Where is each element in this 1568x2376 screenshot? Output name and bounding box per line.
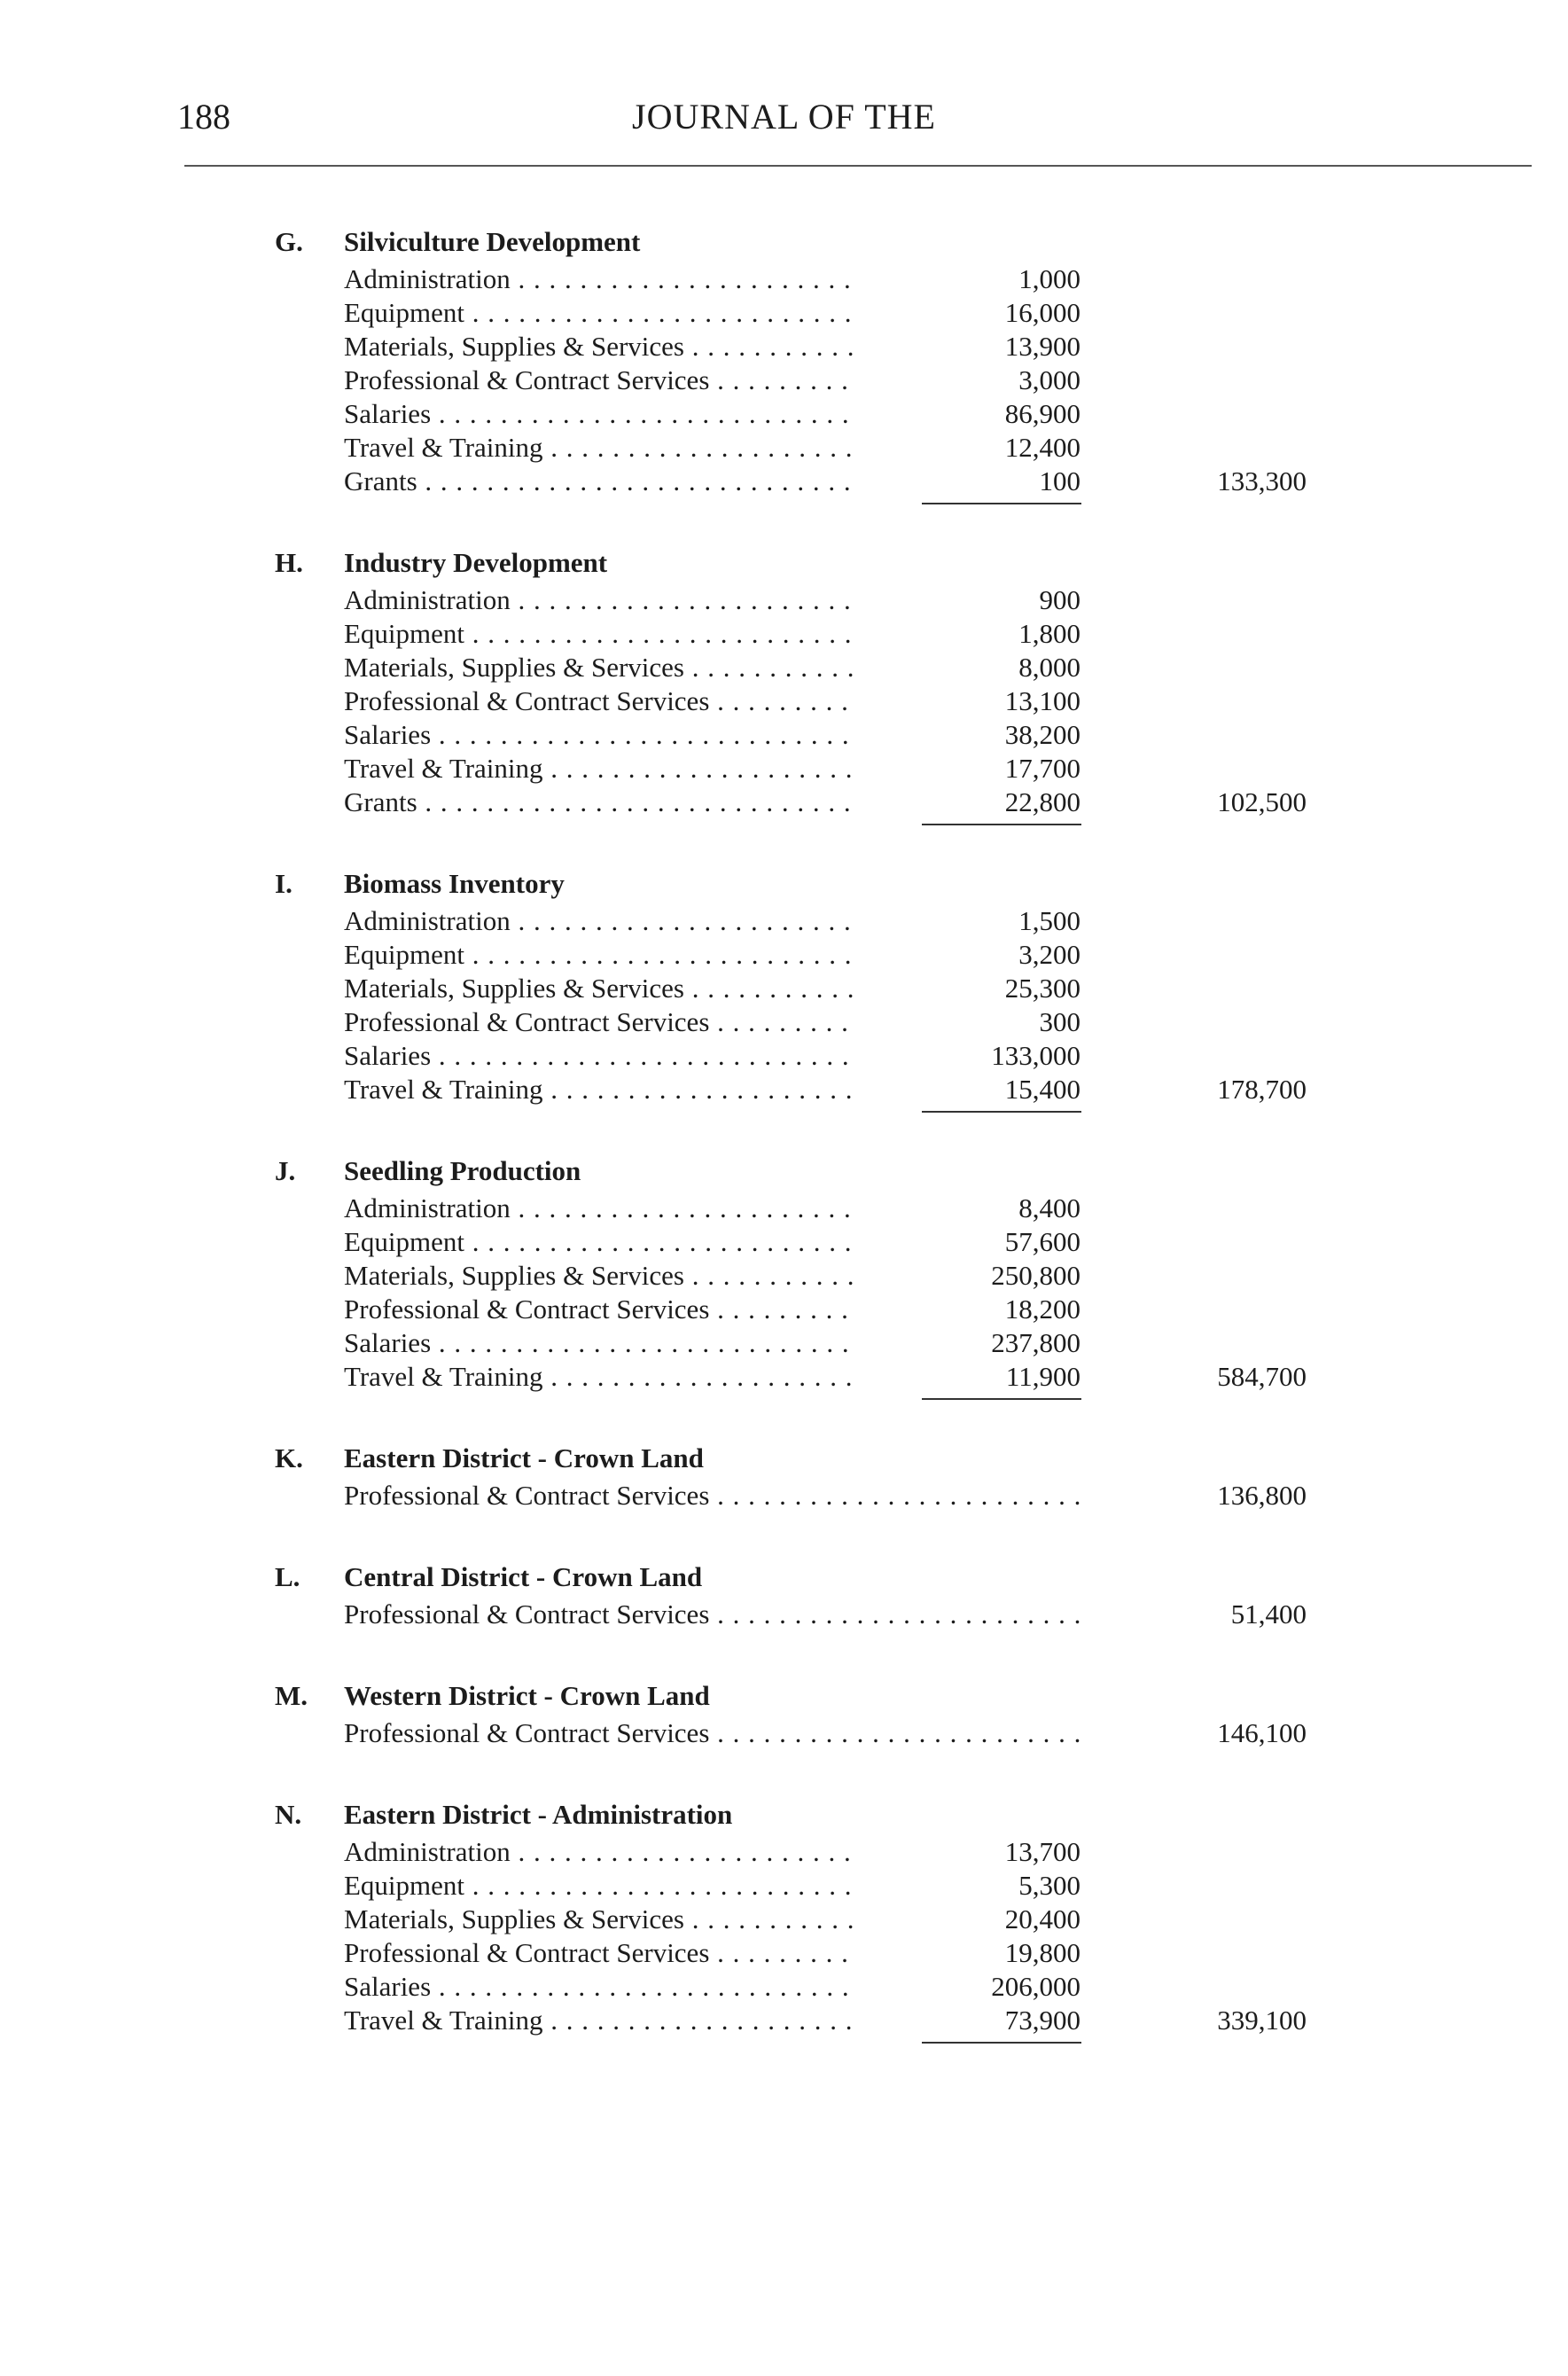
line-item-amount: 16,000	[1004, 297, 1080, 328]
line-item	[0, 1361, 1568, 1395]
line-item-amount: 20,400	[1004, 1903, 1080, 1934]
section-letter: H.	[275, 547, 303, 578]
line-item	[0, 584, 1568, 618]
line-item	[0, 1226, 1568, 1260]
section-heading	[0, 226, 1568, 263]
line-item-amount: 22,800	[1004, 786, 1080, 817]
section-title: Silviculture Development	[344, 226, 641, 257]
section-heading	[0, 1561, 1568, 1598]
line-item-label: Equipment . . .	[344, 618, 854, 650]
line-item-label: Equipment . . .	[344, 297, 854, 329]
header-rule	[184, 165, 1532, 167]
line-item	[0, 1836, 1568, 1870]
running-head: JOURNAL OF THE	[632, 97, 936, 137]
line-item-amount: 18,200	[1004, 1294, 1080, 1325]
section-total: 133,300	[1217, 465, 1307, 496]
section-letter: K.	[275, 1442, 303, 1473]
line-item-amount: 17,700	[1004, 753, 1080, 784]
line-item-amount: 900	[1039, 584, 1080, 615]
line-item-label: Materials, Supplies & Services . . .	[344, 973, 854, 1004]
line-item	[0, 1937, 1568, 1971]
line-item-amount: 237,800	[991, 1327, 1080, 1358]
line-item-amount: 300	[1039, 1006, 1080, 1037]
section-total: 339,100	[1217, 2005, 1307, 2036]
line-item	[0, 1480, 1568, 1513]
section-total: 136,800	[1217, 1480, 1307, 1511]
section-total: 146,100	[1217, 1717, 1307, 1748]
line-item	[0, 786, 1568, 820]
budget-sections	[0, 226, 1568, 2086]
line-item	[0, 1192, 1568, 1226]
line-item	[0, 652, 1568, 685]
line-item	[0, 398, 1568, 432]
line-item-label: Professional & Contract Services . . .	[344, 1937, 854, 1969]
line-item-label: Professional & Contract Services . . .	[344, 364, 854, 396]
line-item-label: Administration . . .	[344, 584, 854, 616]
subtotal-rule	[922, 503, 1081, 504]
section-letter: M.	[275, 1680, 308, 1711]
section-heading	[0, 1680, 1568, 1717]
line-item	[0, 1260, 1568, 1294]
line-item	[0, 1903, 1568, 1937]
line-item	[0, 1040, 1568, 1074]
line-item-label: Travel & Training . . .	[344, 2005, 854, 2036]
line-item	[0, 753, 1568, 786]
section-letter: I.	[275, 868, 293, 899]
page-number: 188	[177, 97, 230, 137]
line-item-amount: 13,700	[1004, 1836, 1080, 1867]
line-item-label: Travel & Training . . .	[344, 1074, 854, 1106]
line-item	[0, 1870, 1568, 1903]
line-item	[0, 1294, 1568, 1327]
line-item-label: Equipment . . .	[344, 1870, 854, 1902]
line-item	[0, 1074, 1568, 1107]
line-item-label: Salaries . . .	[344, 1971, 854, 2003]
line-item	[0, 973, 1568, 1006]
line-item-amount: 73,900	[1004, 2005, 1080, 2036]
line-item	[0, 465, 1568, 499]
line-item	[0, 1327, 1568, 1361]
line-item	[0, 1971, 1568, 2005]
budget-section	[0, 547, 1568, 820]
line-item-amount: 133,000	[991, 1040, 1080, 1071]
section-heading	[0, 547, 1568, 584]
line-item-amount: 13,900	[1004, 331, 1080, 362]
line-item-label: Professional & Contract Services . . .	[344, 685, 854, 717]
line-item-amount: 100	[1039, 465, 1080, 496]
subtotal-rule	[922, 1111, 1081, 1113]
section-title: Seedling Production	[344, 1155, 581, 1186]
line-item-label: Professional & Contract Services . . .	[344, 1006, 854, 1038]
section-title: Western District - Crown Land	[344, 1680, 710, 1711]
section-heading	[0, 1155, 1568, 1192]
line-item-label: Grants . . .	[344, 786, 854, 818]
line-item-amount: 12,400	[1004, 432, 1080, 463]
line-item-label: Travel & Training . . .	[344, 753, 854, 785]
line-item-label: Equipment . . .	[344, 939, 854, 971]
subtotal-rule	[922, 1398, 1081, 1400]
section-title: Industry Development	[344, 547, 608, 578]
section-letter: J.	[275, 1155, 296, 1186]
section-title: Central District - Crown Land	[344, 1561, 703, 1592]
section-letter: G.	[275, 226, 303, 257]
line-item	[0, 939, 1568, 973]
line-item-label: Administration . . .	[344, 1192, 854, 1224]
budget-section	[0, 226, 1568, 499]
line-item-label: Travel & Training . . .	[344, 1361, 854, 1393]
budget-section	[0, 868, 1568, 1107]
line-item	[0, 719, 1568, 753]
line-item-amount: 1,500	[1018, 905, 1080, 936]
section-title: Eastern District - Administration	[344, 1799, 733, 1830]
section-letter: L.	[275, 1561, 300, 1592]
budget-section	[0, 1799, 1568, 2038]
section-total: 102,500	[1217, 786, 1307, 817]
line-item	[0, 432, 1568, 465]
line-item-amount: 38,200	[1004, 719, 1080, 750]
line-item-label: Salaries . . .	[344, 1040, 854, 1072]
line-item-label: Professional & Contract Services . . .	[344, 1294, 854, 1325]
line-item-amount: 8,400	[1018, 1192, 1080, 1223]
line-item-amount: 1,800	[1018, 618, 1080, 649]
line-item	[0, 297, 1568, 331]
line-item-label: Salaries . . .	[344, 1327, 854, 1359]
line-item-label: Professional & Contract Services . . .	[344, 1480, 1080, 1512]
section-total: 178,700	[1217, 1074, 1307, 1105]
line-item-label: Materials, Supplies & Services . . .	[344, 1260, 854, 1292]
section-total: 584,700	[1217, 1361, 1307, 1392]
line-item-label: Salaries . . .	[344, 719, 854, 751]
line-item-label: Administration . . .	[344, 1836, 854, 1868]
line-item	[0, 263, 1568, 297]
budget-section	[0, 1680, 1568, 1751]
line-item-amount: 25,300	[1004, 973, 1080, 1004]
section-title: Eastern District - Crown Land	[344, 1442, 704, 1473]
line-item	[0, 364, 1568, 398]
line-item-label: Professional & Contract Services . . .	[344, 1717, 1080, 1749]
section-title: Biomass Inventory	[344, 868, 565, 899]
line-item-amount: 57,600	[1004, 1226, 1080, 1257]
budget-section	[0, 1561, 1568, 1632]
line-item-label: Materials, Supplies & Services . . .	[344, 331, 854, 363]
line-item-amount: 250,800	[991, 1260, 1080, 1291]
line-item-amount: 19,800	[1004, 1937, 1080, 1968]
line-item-label: Administration . . .	[344, 905, 854, 937]
section-total: 51,400	[1230, 1598, 1307, 1630]
line-item	[0, 618, 1568, 652]
line-item	[0, 1598, 1568, 1632]
section-heading	[0, 868, 1568, 905]
line-item-amount: 11,900	[1005, 1361, 1080, 1392]
line-item-label: Administration . . .	[344, 263, 854, 295]
line-item-amount: 1,000	[1018, 263, 1080, 294]
line-item-amount: 3,200	[1018, 939, 1080, 970]
subtotal-rule	[922, 2042, 1081, 2044]
line-item-label: Materials, Supplies & Services . . .	[344, 1903, 854, 1935]
line-item-label: Materials, Supplies & Services . . .	[344, 652, 854, 684]
section-heading	[0, 1442, 1568, 1480]
line-item-label: Travel & Training . . .	[344, 432, 854, 464]
line-item-amount: 5,300	[1018, 1870, 1080, 1901]
line-item-amount: 86,900	[1004, 398, 1080, 429]
line-item-amount: 206,000	[991, 1971, 1080, 2002]
line-item-label: Grants . . .	[344, 465, 854, 497]
line-item	[0, 2005, 1568, 2038]
line-item	[0, 1006, 1568, 1040]
line-item-label: Equipment . . .	[344, 1226, 854, 1258]
section-heading	[0, 1799, 1568, 1836]
line-item-amount: 3,000	[1018, 364, 1080, 395]
line-item-amount: 15,400	[1004, 1074, 1080, 1105]
budget-section	[0, 1155, 1568, 1395]
line-item-label: Professional & Contract Services . . .	[344, 1598, 1080, 1630]
subtotal-rule	[922, 824, 1081, 825]
line-item-label: Salaries . . .	[344, 398, 854, 430]
line-item	[0, 1717, 1568, 1751]
section-letter: N.	[275, 1799, 302, 1830]
budget-section	[0, 1442, 1568, 1513]
line-item	[0, 331, 1568, 364]
line-item-amount: 13,100	[1004, 685, 1080, 716]
line-item	[0, 685, 1568, 719]
line-item-amount: 8,000	[1018, 652, 1080, 683]
line-item	[0, 905, 1568, 939]
